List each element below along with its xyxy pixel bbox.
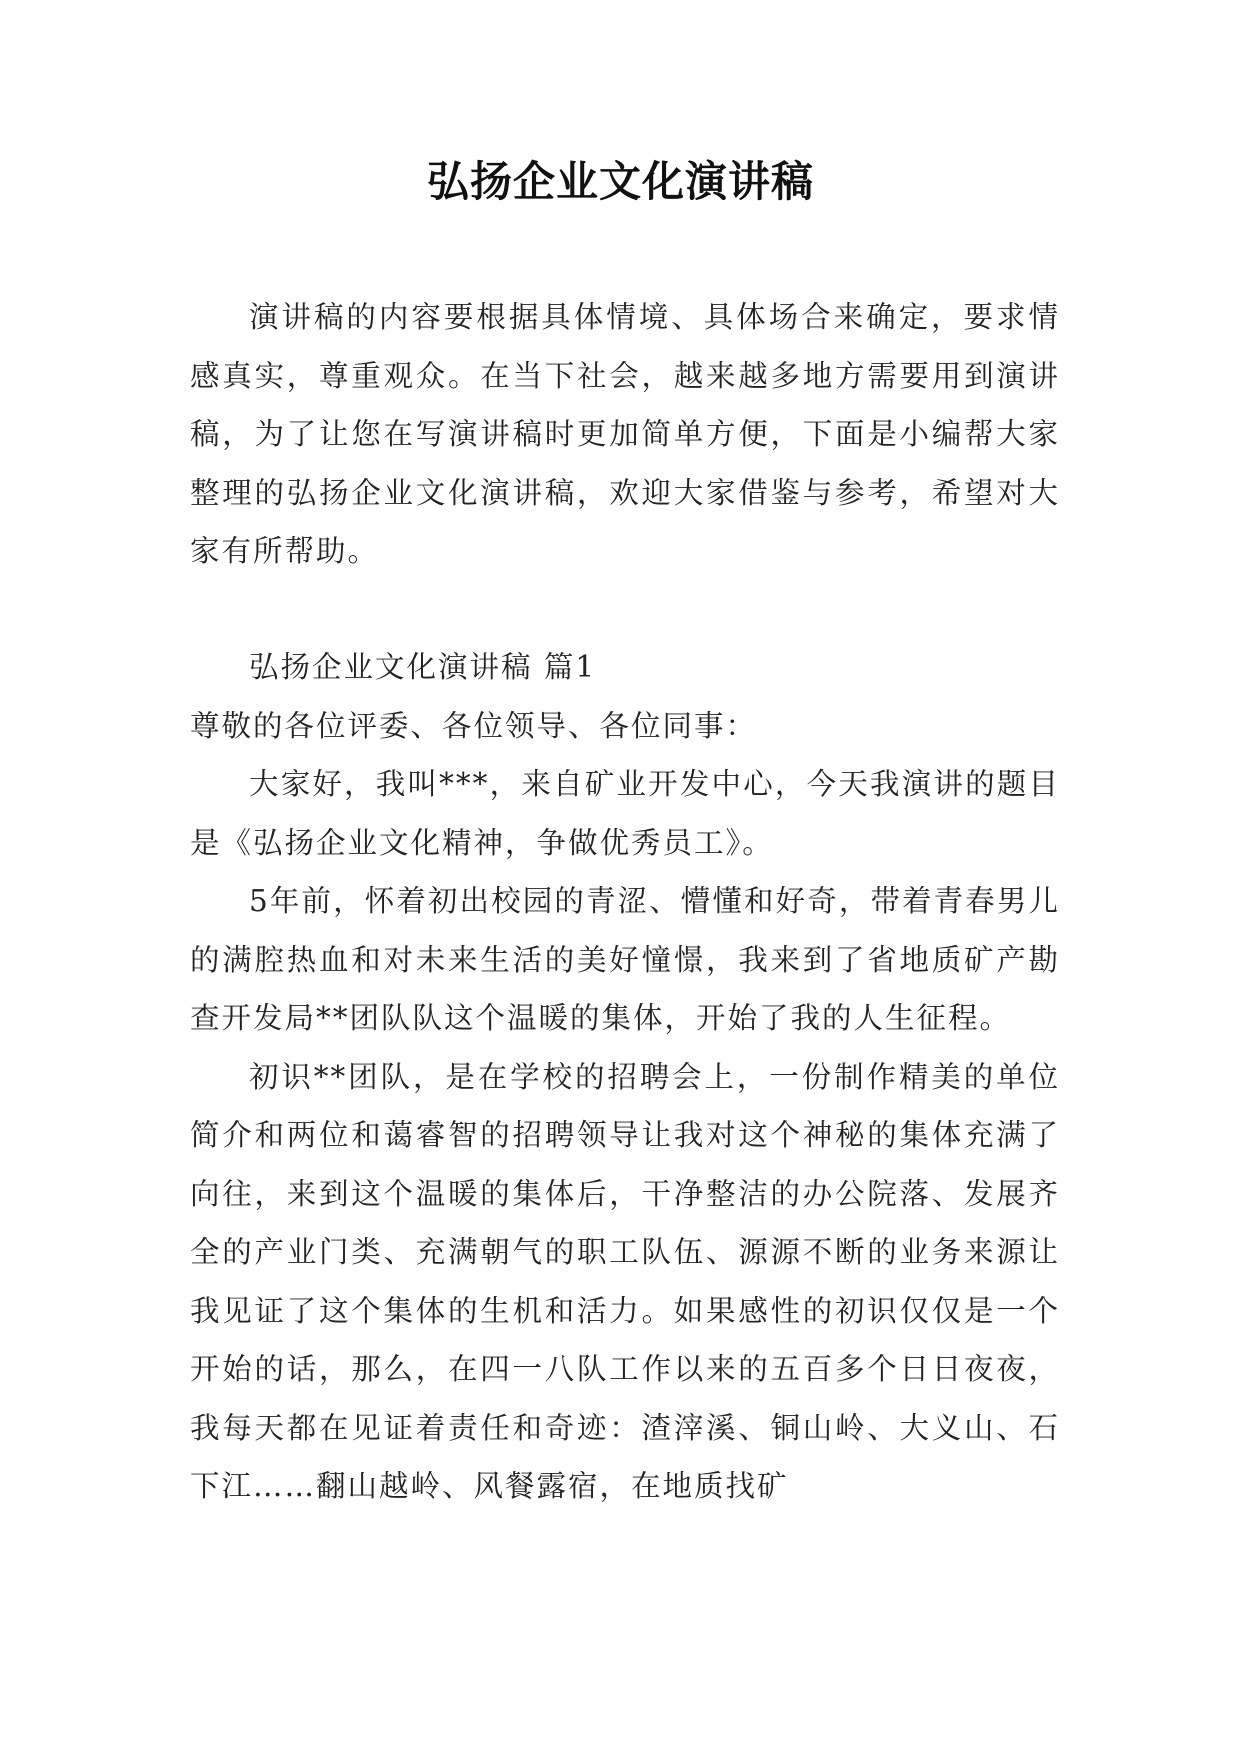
speech-block bbox=[190, 638, 1060, 1516]
section-heading: 弘扬企业文化演讲稿 篇1 bbox=[249, 650, 597, 684]
document-title: 弘扬企业文化演讲稿 bbox=[426, 157, 814, 206]
intro-block bbox=[190, 288, 1060, 581]
salutation: 尊敬的各位评委、各位领导、各位同事： bbox=[190, 708, 758, 743]
body-paragraph: 初识**团队，是在学校的招聘会上，一份制作精美的单位简介和两位和蔼睿智的招聘领导让我对这个神秘的集体充满了向往，来到这个温暖的集体后，干净整洁的办公院落、发展齐全的产业门类、充满朝气的职工队伍、源源不断的业务来源让我见证了这个集体的生机和活力。如果感性的初识仅仅是一个开始的话，那么，在四一八队工作以来的五百多个日日夜夜，我每天都在见证着责任和奇迹：渣滓溪、铜山岭、大义山、石下江……翻山越岭、风餐露宿，在地质找矿 bbox=[190, 1059, 1060, 1503]
body-paragraph: 大家好，我叫***，来自矿业开发中心，今天我演讲的题目是《弘扬企业文化精神，争做优秀员工》。 bbox=[190, 767, 1060, 860]
intro-paragraph: 演讲稿的内容要根据具体情境、具体场合来确定，要求情感真实，尊重观众。在当下社会，越来越多地方需要用到演讲稿，为了让您在写演讲稿时更加简单方便，下面是小编帮大家整理的弘扬企业文化演讲稿，欢迎大家借鉴与参考，希望对大家有所帮助。 bbox=[190, 300, 1060, 568]
body-paragraph: 5年前，怀着初出校园的青涩、懵懂和好奇，带着青春男儿的满腔热血和对未来生活的美好憧憬，我来到了省地质矿产勘查开发局**团队队这个温暖的集体，开始了我的人生征程。 bbox=[190, 884, 1060, 1035]
